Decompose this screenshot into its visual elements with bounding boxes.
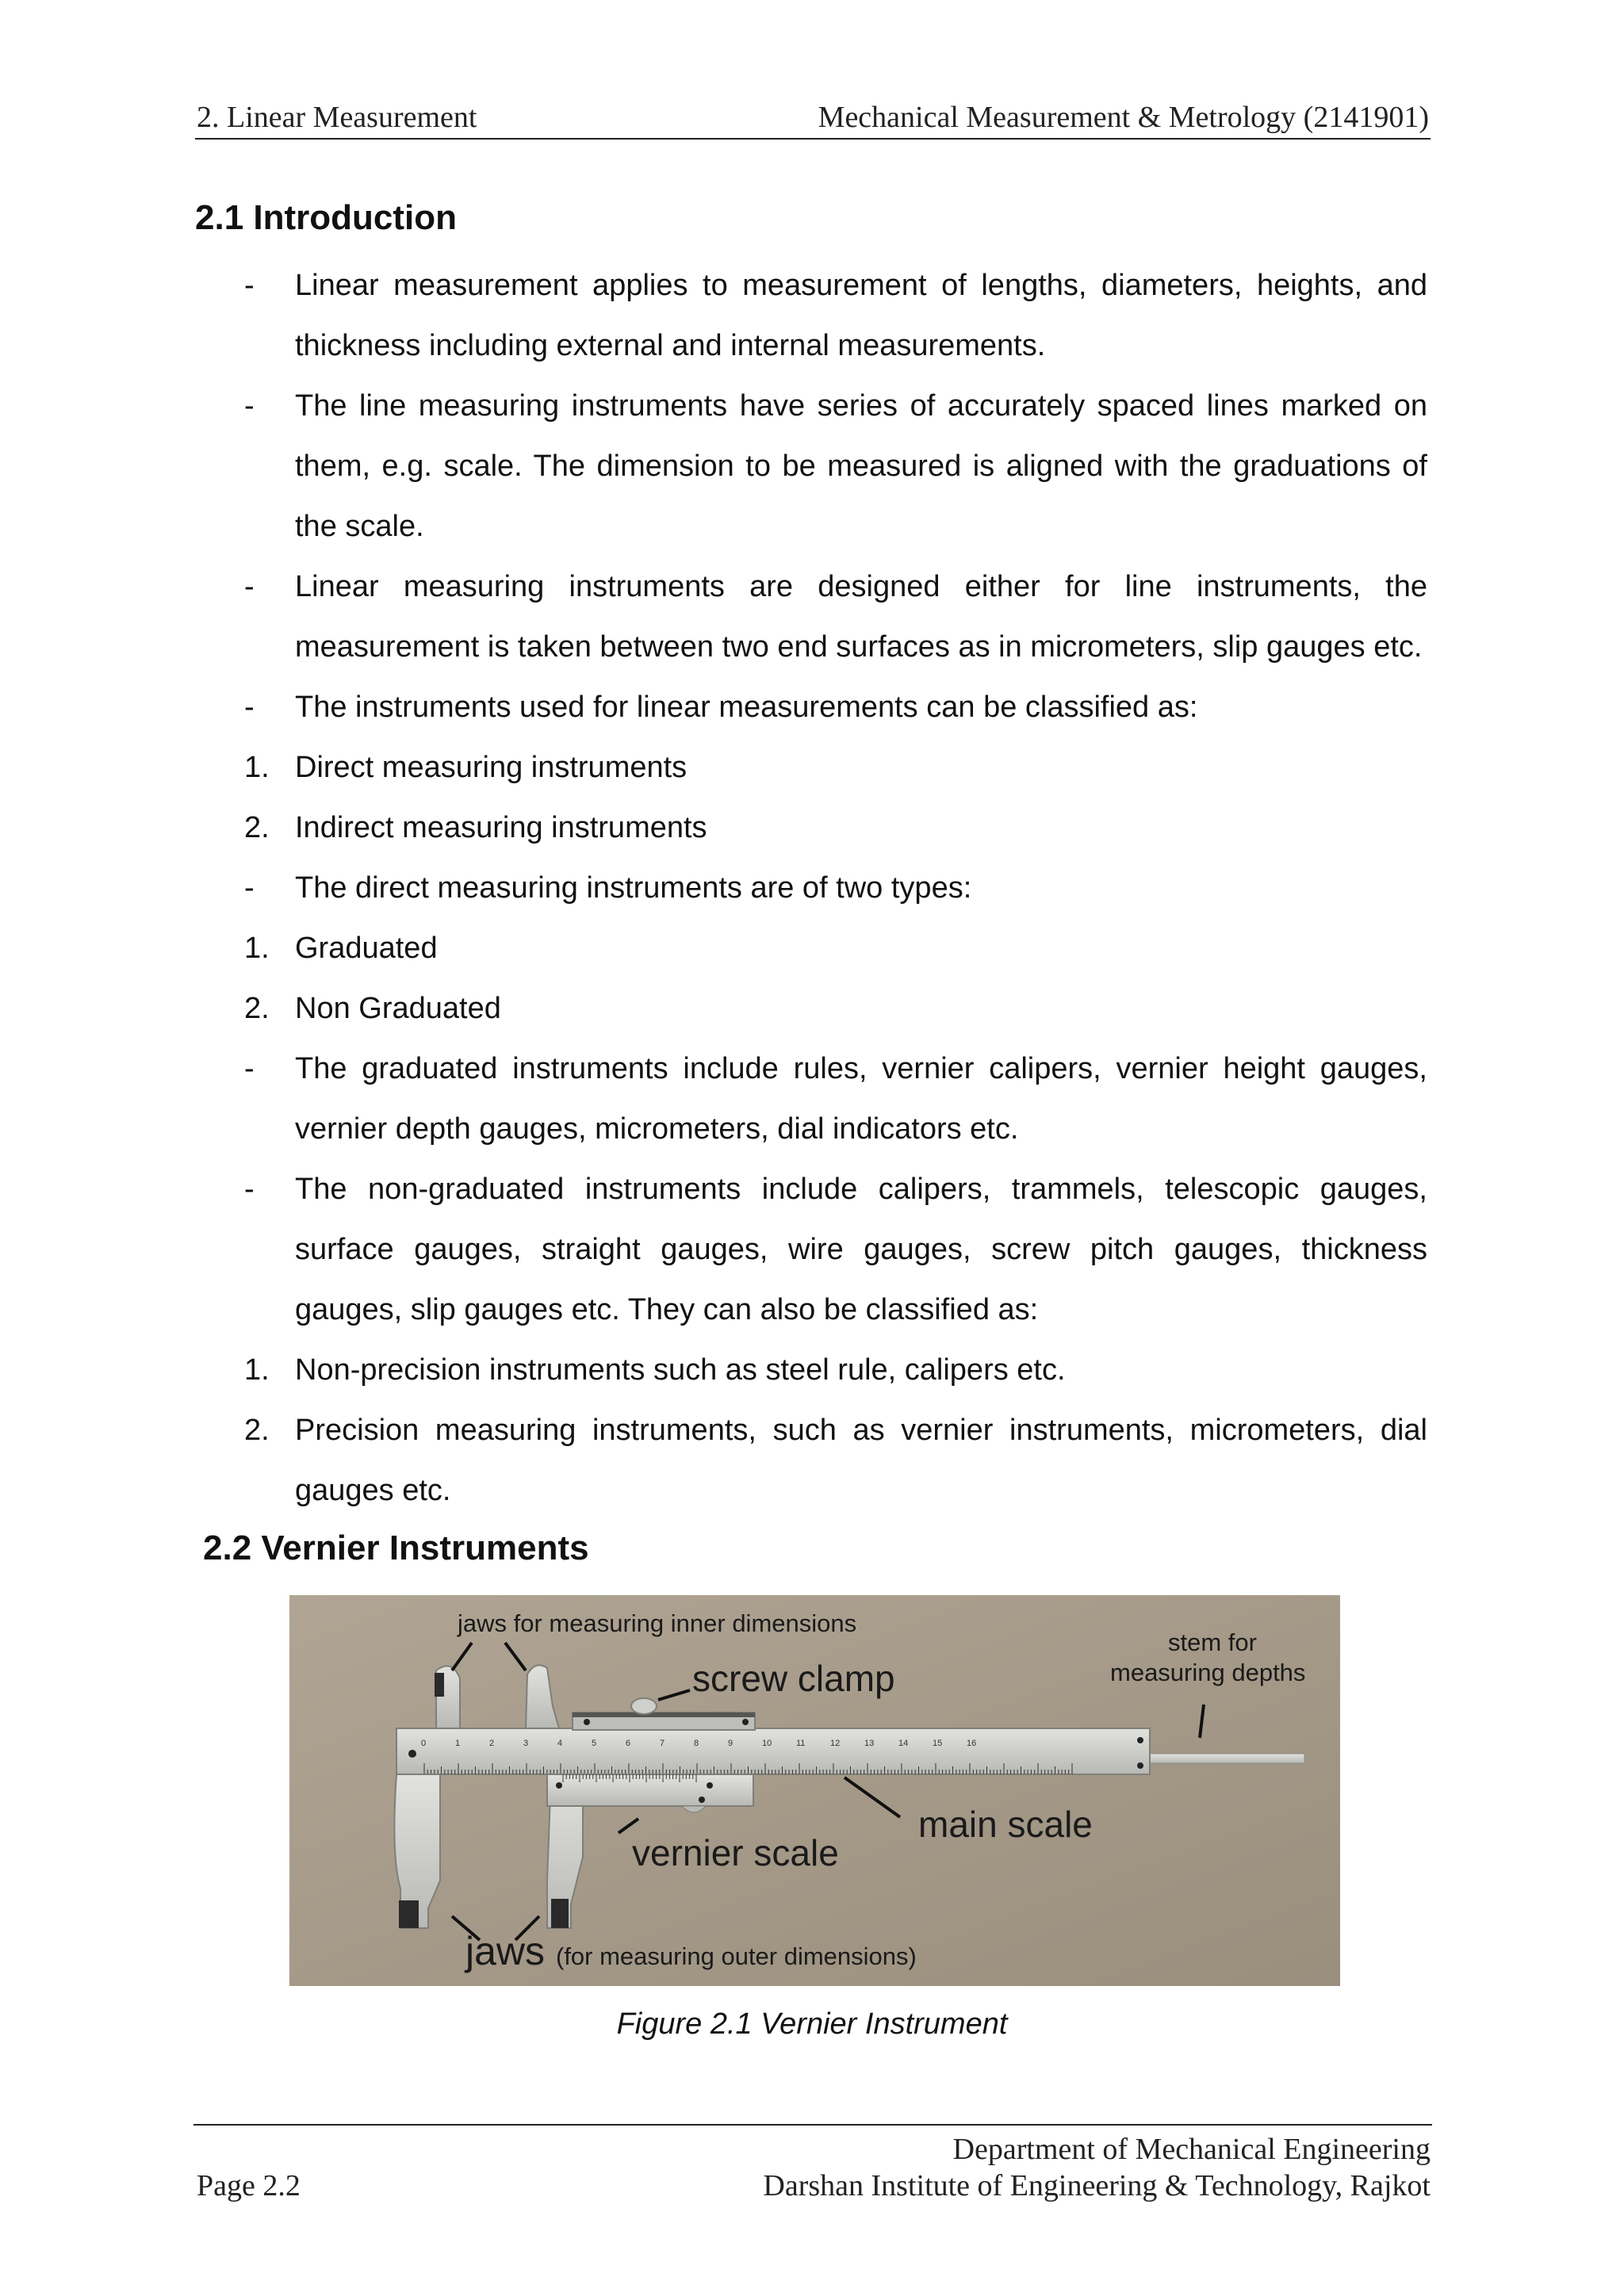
list-item: [195, 978, 1431, 1039]
list-item-text: The graduated instruments include rules, vernier calipers, vernier height gauges, vernier depth gauges, micrometers, dial indicators etc.: [295, 1052, 1427, 1146]
screw-clamp: [631, 1698, 657, 1714]
list-item: [195, 255, 1431, 376]
section-heading-vernier: 2.2 Vernier Instruments: [203, 1529, 589, 1567]
main-scale-number: 14: [898, 1739, 909, 1748]
main-scale-number: 9: [728, 1739, 733, 1748]
main-scale-number: 2: [489, 1739, 495, 1748]
main-scale-number: 10: [762, 1739, 772, 1748]
main-scale-number: 12: [830, 1739, 841, 1748]
list-item-text: Indirect measuring instruments: [295, 811, 707, 844]
list-item: [195, 1039, 1431, 1159]
list-marker: 2.: [244, 811, 270, 844]
list-item-text: Non-precision instruments such as steel rule, calipers etc.: [295, 1353, 1066, 1387]
list-item-text: Precision measuring instruments, such as vernier instruments, micrometers, dial gauges etc.: [295, 1414, 1427, 1507]
page-footer: [193, 2124, 1432, 2213]
page-number: Page 2.2: [197, 2169, 301, 2202]
main-scale-number: 13: [864, 1739, 875, 1748]
list-marker: -: [244, 1052, 255, 1085]
list-item: [195, 1159, 1431, 1340]
chapter-title: 2. Linear Measurement: [197, 101, 477, 134]
main-scale-number: 3: [523, 1739, 529, 1748]
main-scale-number: 7: [660, 1739, 665, 1748]
list-marker: -: [244, 570, 255, 603]
list-item: [195, 737, 1431, 798]
main-scale-number: 11: [796, 1739, 806, 1748]
label-stem-line2: measuring depths: [1110, 1659, 1306, 1686]
department-name: Department of Mechanical Engineering: [952, 2133, 1431, 2166]
depth-stem: [1146, 1754, 1304, 1763]
list-marker: -: [244, 1173, 255, 1206]
list-item: [195, 1340, 1431, 1400]
list-item-text: Graduated: [295, 932, 438, 965]
list-item-text: Direct measuring instruments: [295, 751, 688, 784]
vernier-figure: [289, 1595, 1340, 1986]
list-item: [195, 376, 1431, 557]
main-scale-number: 1: [455, 1739, 461, 1748]
list-item-text: Linear measurement applies to measurement of lengths, diameters, heights, and thickness including external and internal measurements.: [295, 269, 1427, 362]
list-item-text: Non Graduated: [295, 992, 501, 1025]
list-marker: 2.: [244, 1414, 270, 1447]
main-scale-number: 4: [557, 1739, 563, 1748]
main-scale-number: 15: [933, 1739, 943, 1748]
label-stem-line1: stem for: [1168, 1628, 1257, 1656]
list-item-text: The non-graduated instruments include calipers, trammels, telescopic gauges, surface gauges, straight gauges, wire gauges, screw pitch gauges, thickness gauges, slip gauges etc. They can also be classified as:: [295, 1173, 1427, 1326]
main-scale-number: 8: [694, 1739, 699, 1748]
page-header: [195, 94, 1431, 140]
list-item: [195, 858, 1431, 918]
list-marker: -: [244, 389, 255, 423]
label-outer-dimensions: (for measuring outer dimensions): [556, 1942, 917, 1970]
label-inner-jaws: jaws for measuring inner dimensions: [458, 1609, 857, 1637]
list-marker: 2.: [244, 992, 270, 1025]
institute-name: Darshan Institute of Engineering & Technology, Rajkot: [763, 2169, 1431, 2202]
list-item: [195, 677, 1431, 737]
main-scale-number: 6: [626, 1739, 631, 1748]
list-marker: 1.: [244, 1353, 270, 1387]
figure-caption: Figure 2.1 Vernier Instrument: [616, 2007, 1008, 2041]
list-item: [195, 1400, 1431, 1521]
list-item-text: The direct measuring instruments are of two types:: [295, 871, 972, 905]
list-item: [195, 798, 1431, 858]
main-scale-number: 5: [592, 1739, 597, 1748]
label-jaws: jaws: [465, 1929, 546, 1973]
list-marker: -: [244, 691, 255, 724]
label-main-scale: main scale: [918, 1804, 1093, 1845]
course-title: Mechanical Measurement & Metrology (2141901): [818, 101, 1429, 134]
label-screw-clamp: screw clamp: [692, 1658, 895, 1699]
list-item: [195, 918, 1431, 978]
list-marker: 1.: [244, 932, 270, 965]
section-heading-introduction: 2.1 Introduction: [195, 198, 457, 237]
vernier-slider: [547, 1774, 753, 1806]
list-marker: -: [244, 269, 255, 302]
list-marker: -: [244, 871, 255, 905]
list-item-text: Linear measuring instruments are designed either for line instruments, the measurement is taken between two end surfaces as in micrometers, slip gauges etc.: [295, 570, 1427, 664]
list-item-text: The line measuring instruments have series of accurately spaced lines marked on them, e.g. scale. The dimension to be measured is aligned with the graduations of the scale.: [295, 389, 1427, 543]
main-scale-number: 0: [421, 1739, 427, 1748]
list-marker: 1.: [244, 751, 270, 784]
introduction-list: [195, 255, 1431, 1521]
list-item: [195, 557, 1431, 677]
label-vernier-scale: vernier scale: [632, 1832, 839, 1873]
main-scale-number: 16: [967, 1739, 977, 1748]
list-item-text: The instruments used for linear measurements can be classified as:: [295, 691, 1198, 724]
